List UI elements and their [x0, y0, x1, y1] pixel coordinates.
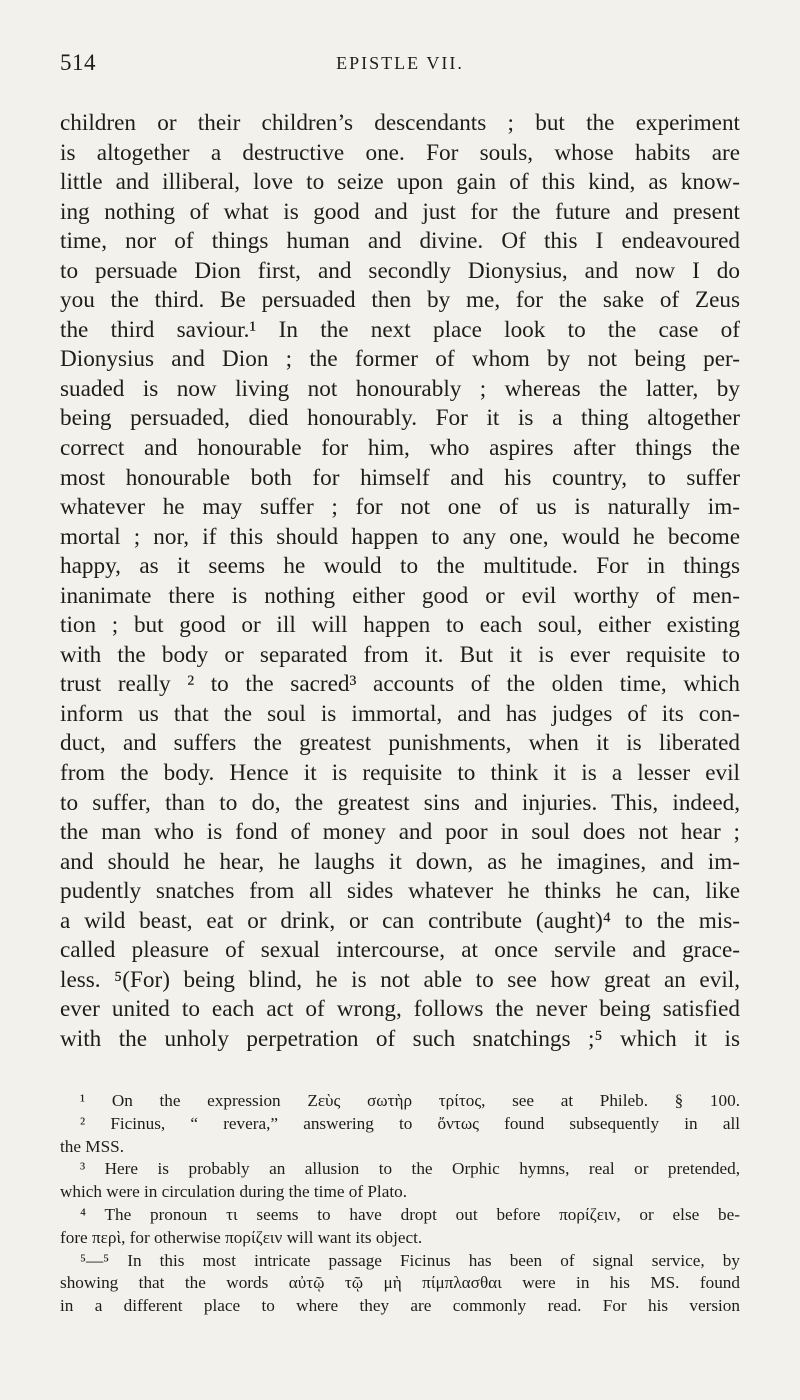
text-line: little and illiberal, love to seize upon gain of this kind, as know-	[60, 169, 740, 196]
footnote-line: ⁴ The pronoun τι seems to have dropt out before πορίζειν, or else be-	[80, 1204, 740, 1224]
text-line: most honourable both for himself and his country, to suffer	[60, 464, 740, 491]
text-line: pudently snatches from all sides whatever he thinks he can, like	[60, 878, 740, 905]
footnote-line: ² Ficinus, “ revera,” answering to ὄντως found subsequently in all	[80, 1113, 740, 1133]
footnote-line: ⁵—⁵ In this most intricate passage Ficinus has been of signal service, by	[80, 1250, 740, 1270]
page-header-title: EPISTLE VII.	[336, 53, 464, 73]
footnote-line: showing that the words αὐτῷ τῷ μὴ πίμπλασθαι were in his MS. found	[60, 1273, 740, 1293]
text-line: tion ; but good or ill will happen to each soul, either existing	[60, 612, 740, 639]
text-line: inanimate there is nothing either good or evil worthy of men-	[60, 582, 740, 609]
text-line: duct, and suffers the greatest punishments, when it is liberated	[60, 730, 740, 757]
text-line: the man who is fond of money and poor in soul does not hear ;	[60, 819, 740, 846]
text-line: being persuaded, died honourably. For it is a thing altogether	[60, 405, 740, 432]
text-line: whatever he may suffer ; for not one of us is naturally im-	[60, 494, 740, 521]
footnotes	[60, 1090, 740, 1318]
text-line: time, nor of things human and divine. Of this I endeavoured	[60, 228, 740, 255]
text-line: you the third. Be persuaded then by me, for the sake of Zeus	[60, 287, 740, 314]
footnote-line: which were in circulation during the time of Plato.	[60, 1182, 407, 1202]
text-line: happy, as it seems he would to the multitude. For in things	[60, 553, 740, 580]
text-line: less. ⁵(For) being blind, he is not able to see how great an evil,	[60, 966, 740, 993]
text-line: with the body or separated from it. But it is ever requisite to	[60, 641, 740, 668]
text-line: Dionysius and Dion ; the former of whom by not being per-	[60, 346, 740, 373]
running-head	[60, 50, 740, 90]
text-line: to suffer, than to do, the greatest sins and injuries. This, indeed,	[60, 789, 740, 816]
text-line: mortal ; nor, if this should happen to any one, would he become	[60, 523, 740, 550]
text-line: trust really ² to the sacred³ accounts of the olden time, which	[60, 671, 740, 698]
text-line: ever united to each act of wrong, follows the never being satisfied	[60, 996, 740, 1023]
text-line: a wild beast, eat or drink, or can contribute (aught)⁴ to the mis-	[60, 907, 740, 934]
footnote-line: ³ Here is probably an allusion to the Orphic hymns, real or pretended,	[80, 1159, 740, 1179]
text-line: is altogether a destructive one. For souls, whose habits are	[60, 139, 740, 166]
text-line: suaded is now living not honourably ; whereas the latter, by	[60, 375, 740, 402]
text-line: inform us that the soul is immortal, and has judges of its con-	[60, 700, 740, 727]
footnote-line: fore περὶ, for otherwise πορίζειν will want its object.	[60, 1227, 423, 1247]
page-number: 514	[60, 50, 96, 75]
text-line: to persuade Dion first, and secondly Dionysius, and now I do	[60, 257, 740, 284]
text-line: from the body. Hence it is requisite to think it is a lesser evil	[60, 760, 740, 787]
text-line: correct and honourable for him, who aspires after things the	[60, 435, 740, 462]
text-line: children or their children’s descendants ; but the experiment	[60, 110, 740, 136]
text-line: with the unholy perpetration of such snatchings ;⁵ which it is	[60, 1025, 740, 1052]
footnote-line: the MSS.	[60, 1136, 124, 1156]
text-line: the third saviour.¹ In the next place look to the case of	[60, 316, 740, 343]
footnote-line: ¹ On the expression Ζεὺς σωτὴρ τρίτος, see at Phileb. § 100.	[80, 1091, 740, 1110]
footnote-line: in a different place to where they are commonly read. For his version	[60, 1296, 740, 1316]
main-text	[60, 109, 740, 1055]
text-line: called pleasure of sexual intercourse, at once servile and grace-	[60, 937, 740, 964]
text-line: ing nothing of what is good and just for the future and present	[60, 198, 740, 225]
text-line: and should he hear, he laughs it down, as he imagines, and im-	[60, 848, 740, 875]
